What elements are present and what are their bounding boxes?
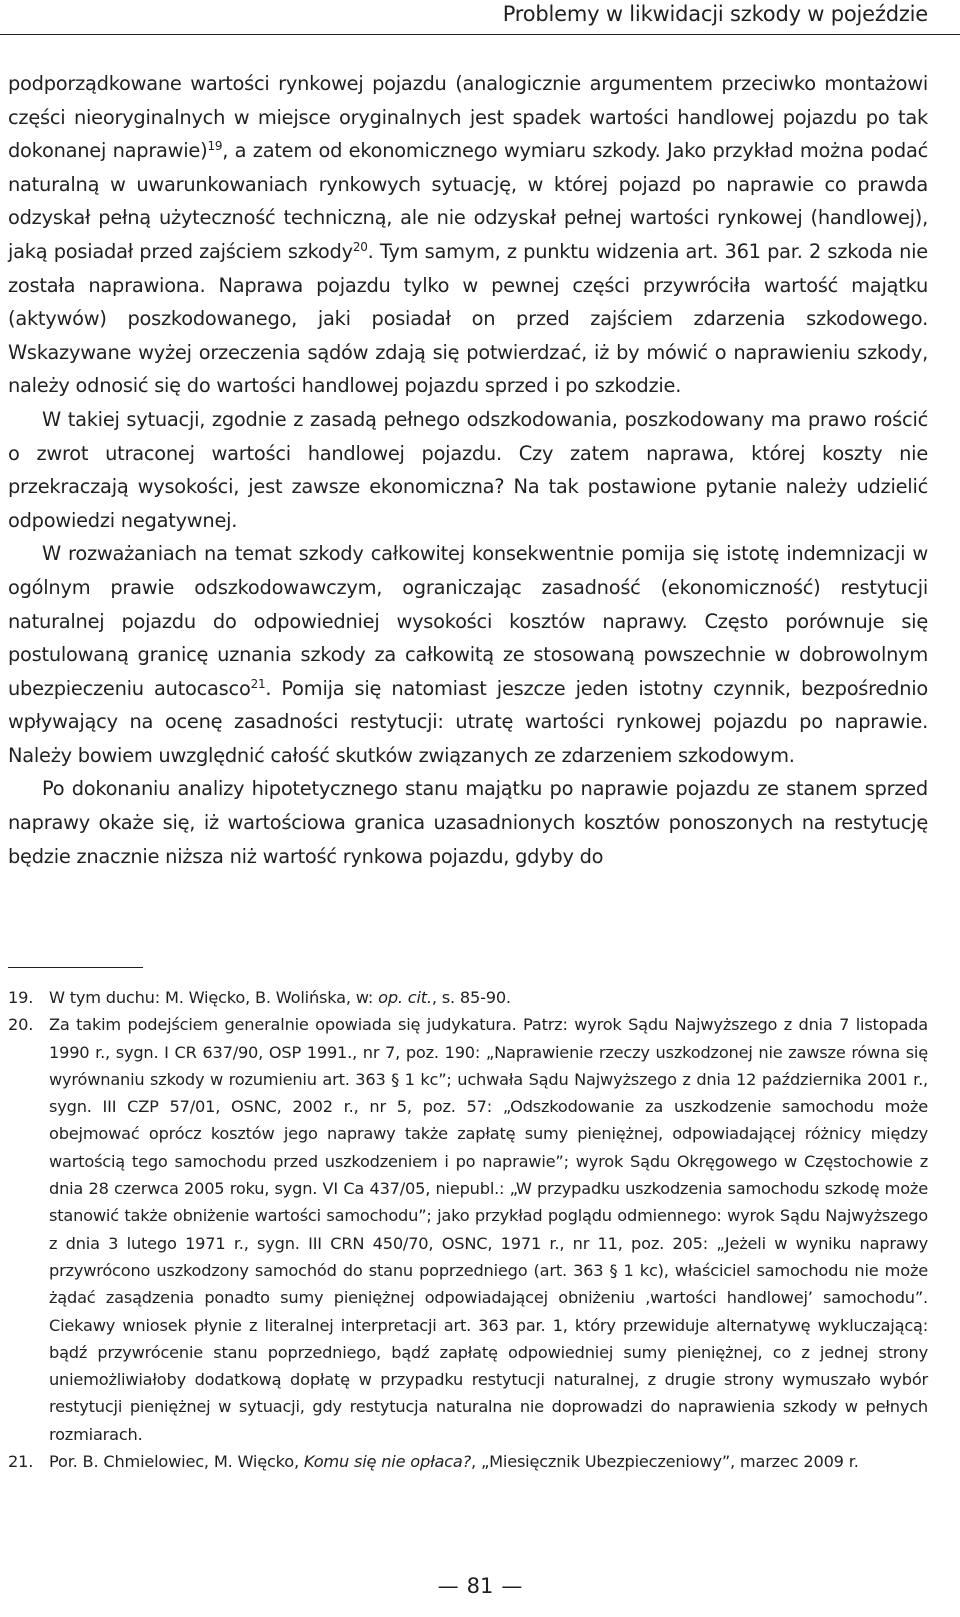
paragraph-1 [8, 67, 928, 403]
footnote-21-text-b: , „Miesięcznik Ubezpieczeniowy”, marzec 2009 r. [471, 1452, 859, 1472]
footnote-ref-21[interactable]: 21 [250, 676, 266, 691]
paragraph-3 [8, 537, 928, 772]
footnote-number: 19. [8, 988, 34, 1007]
footnote-number: 20. [8, 1015, 34, 1035]
footer-dash-left: — [437, 1574, 459, 1598]
paragraph-3-text-a: W rozważaniach na temat szkody całkowitej konsekwentnie pomija się istotę indemnizacji w ogólnym prawie odszkodowawczym, ograniczając zasadność (ekonomiczność) restytucji naturalnej pojazdu do odpowiedniej wysokości kosztów naprawy. Często porównuje się postulowaną granicę uznania szkody za całkowitą ze stosowaną powszechnie w dobrowolnym ubezpieczeniu autocasco [8, 542, 928, 700]
footnotes [8, 984, 928, 1475]
paragraph-1-text-b: , a zatem od ekonomicznego wymiaru szkody. Jako przykład można podać naturalną w uwarunkowaniach rynkowych sytuację, w której pojazd po naprawie co prawda odzyskał pełną użyteczność techniczną, ale nie odzyskał pełnej wartości rynkowej (handlowej), jaką posiadał przed zajściem szkody [8, 139, 928, 263]
running-header [0, 0, 960, 35]
footnote-20 [8, 1011, 928, 1448]
footnote-19-text-a: W tym duchu: M. Więcko, B. Wolińska, w: [49, 988, 379, 1007]
footnote-ref-19[interactable]: 19 [207, 139, 223, 154]
footnote-21-text-a: Por. B. Chmielowiec, M. Więcko, [49, 1452, 304, 1472]
paragraph-1-text-c: . Tym samym, z punktu widzenia art. 361 par. 2 szkoda nie została naprawiona. Naprawa pojazdu tylko w pewnej części przywróciła wartość majątku (aktywów) poszkodowanego, jaki posiadał on przed zajściem zdarzenia szkodowego. Wskazywane wyżej orzeczenia sądów zdają się potwierdzać, iż by mówić o naprawieniu szkody, należy odnosić się do wartości handlowej pojazdu sprzed i po szkodzie. [8, 239, 928, 398]
footnote-number: 21. [8, 1452, 34, 1472]
paragraph-4: Po dokonaniu analizy hipotetycznego stanu majątku po naprawie pojazdu ze stanem sprzed naprawy okaże się, iż wartościowa granica uzasadnionych kosztów ponoszonych na restytucję będzie znacznie niższa niż wartość rynkowa pojazdu, gdyby do [8, 777, 928, 868]
paragraph-3-text-b: . Pomija się natomiast jeszcze jeden istotny czynnik, bezpośrednio wpływający na ocenę zasadności restytucji: utratę wartości rynkowej pojazdu po naprawie. Należy bowiem uwzględnić całość skutków związanych ze zdarzeniem szkodowym. [8, 676, 928, 767]
footnote-19-text-b: , s. 85-90. [431, 988, 511, 1007]
footnote-21 [8, 1448, 928, 1475]
page-number: 81 [466, 1574, 494, 1598]
footnote-ref-20[interactable]: 20 [352, 239, 368, 254]
running-title: Problemy w likwidacji szkody w pojeździe [502, 2, 928, 26]
paragraph-2: W takiej sytuacji, zgodnie z zasadą pełnego odszkodowania, poszkodowany ma prawo rościć o zwrot utraconej wartości handlowej pojazdu. Czy zatem naprawa, której koszty nie przekraczają wysokości, jest zawsze ekonomiczna? Na tak postawione pytanie należy udzielić odpowiedzi negatywnej. [8, 407, 928, 532]
paragraph-1-text-a: podporządkowane wartości rynkowej pojazdu (analogicznie argumentem przeciwko montażowi części nieoryginalnych w miejsce oryginalnych jest spadek wartości handlowej pojazdu po tak dokonanej naprawie) [8, 72, 928, 163]
footnote-separator [8, 967, 143, 968]
footnote-text [49, 984, 928, 1011]
page-footer [0, 1574, 960, 1598]
footer-dash-right: — [501, 1574, 523, 1598]
footnote-19 [8, 984, 928, 1011]
footnote-text [49, 1448, 928, 1475]
footnote-21-italic: Komu się nie opłaca? [303, 1452, 472, 1472]
main-text [8, 67, 928, 873]
footnote-19-italic: op. cit. [378, 988, 432, 1007]
footnote-text: Za takim podejściem generalnie opowiada się judykatura. Patrz: wyrok Sądu Najwyższego z dnia 7 listopada 1990 r., sygn. I CR 637/90, OSP 1991., nr 7, poz. 190: „Naprawienie rzeczy uszkodzonej nie zawsze równa się wyrównaniu szkody w rozumieniu art. 363 § 1 kc”; uchwała Sądu Najwyższego z dnia 12 października 2001 r., sygn. III CZP 57/01, OSNC, 2002 r., nr 5, poz. 57: „Odszkodowanie za uszkodzenie samochodu może obejmować oprócz kosztów jego naprawy także zapłatę sumy pieniężnej, odpowiadającej różnicy między wartością tego samochodu przed uszkodzeniem i po naprawie”; wyrok Sądu Okręgowego w Częstochowie z dnia 28 czerwca 2005 roku, sygn. VI Ca 437/05, niepubl.: „W przypadku uszkodzenia samochodu szkodę może stanowić także obniżenie wartości samochodu”; jako przykład poglądu odmiennego: wyrok Sądu Najwyższego z dnia 3 lutego 1971 r., sygn. III CRN 450/70, OSNC, 1971 r., nr 11, poz. 205: „Jeżeli w wyniku naprawy przywrócono uszkodzony samochód do stanu poprzedniego (art. 363 § 1 kc), właściciel samochodu nie może żądać zasądzenia ponadto sumy pieniężnej odpowiadającej obniżeniu ‚wartości handlowej’ samochodu”. Ciekawy wniosek płynie z literalnej interpretacji art. 363 par. 1, który przewiduje alternatywę wykluczającą: bądź przywrócenie stanu poprzedniego, bądź zapłatę odpowiedniej sumy pieniężnej, co z jednej strony uniemożliwiałoby dodatkową dopłatę w przypadku restytucji naturalnej, z drugie strony wymuszało wybór restytucji pieniężnej w sytuacji, gdy restytucja naturalna nie doprowadzi do naprawienia szkody w pełnych rozmiarach. [49, 1015, 928, 1444]
